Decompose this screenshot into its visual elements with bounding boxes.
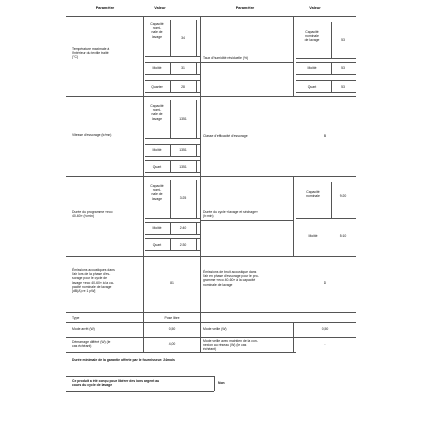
r1-quarter-value: 28 [181, 85, 185, 89]
r3-quarter-value: 2:30 [179, 243, 187, 247]
off-mode-value: 0,50 [168, 327, 176, 331]
header-parameter-right: Paramètre [235, 6, 255, 10]
off-mode-label: Mode arrêt (W) [72, 327, 95, 331]
r2-capacity-value: 1351 [179, 117, 187, 121]
r3-half-value: 2:40 [179, 226, 187, 230]
spin-efficiency-class-value: B [323, 134, 327, 138]
r3-right-capacity-value: 9:20 [339, 194, 347, 198]
r1-right-half-value: 53 [341, 66, 345, 70]
r1-capacity-label: Capacité nomi- nale de lavage [150, 22, 164, 39]
r3-right-capacity-label: Capacité nominale [306, 190, 320, 199]
networked-standby-label: Mode veille avec maintien de la con- nexion au réseau (W) (le cas échéant) [203, 339, 258, 352]
networked-standby-value: - [324, 342, 326, 346]
delay-start-label: Démarrage différé (W) (le cas échéant) [72, 340, 111, 349]
r1-half-label: Moitié [152, 66, 162, 70]
max-temperature-label: Température maximale à l'intérieur du textile traité (°C) [72, 47, 110, 60]
noise-emissions-label: Émissions acoustiques dans l'air lors de la phase d'es- sorage pour le cycle de lavage «eco 40-60» à la ca- pacité nominale de lavage [dB(A) re 1 pW] [72, 268, 115, 294]
r1-right-capacity-value: 53 [341, 38, 345, 42]
standby-mode-label: Mode veille (W) [203, 327, 227, 331]
header-parameter-left: Paramètre [95, 6, 115, 10]
type-value: Pose libre [164, 316, 180, 320]
silver-ions-label: Ce produit a été conçu pour libérer des ions argent au cours du cycle de lavage [72, 379, 160, 388]
residual-humidity-label: Taux d'humidité résiduelle (%) [203, 56, 249, 60]
r1-quarter-label: Quarter [151, 85, 163, 89]
delay-start-value: 4,00 [168, 342, 176, 346]
r3-half-label: Moitié [152, 226, 162, 230]
spin-efficiency-class-label: Classe d'efficacité d'essorage [203, 134, 248, 138]
r1-capacity-value: 34 [181, 36, 185, 40]
type-label: Type [72, 316, 80, 320]
r1-right-capacity-label: Capacité nominale de lavage [304, 30, 320, 43]
header-value-right: Valeur [309, 6, 321, 10]
r1-half-value: 31 [181, 66, 185, 70]
r1-right-half-label: Moitié [307, 66, 317, 70]
silver-ions-value: Non [218, 381, 225, 385]
spin-speed-label: Vitesse d'essorage (tr/mn) [72, 133, 112, 137]
noise-class-label: Émissions de bruit acoustique dans l'air en phase d'essorage pour le pro- gramme «eco 40-60» à la capacité nominale de lavage [203, 270, 259, 287]
noise-emissions-value: 81 [170, 281, 174, 285]
noise-class-value: D [323, 281, 327, 285]
r1-right-quarter-label: Quart [307, 85, 317, 89]
r1-right-quarter-value: 53 [341, 85, 345, 89]
r2-half-value: 1351 [179, 148, 187, 152]
r2-capacity-label: Capacité nomi- nale de lavage [150, 104, 164, 121]
r3-capacity-label: Capacité nomi- nale de lavage [150, 184, 164, 201]
wash-dry-cycle-duration-label: Durée du cycle «lavage et séchage» (h:min) [203, 210, 258, 219]
r3-capacity-value: 3:25 [179, 196, 187, 200]
standby-mode-value: 0,50 [321, 327, 329, 331]
r3-right-half-value: 5:10 [339, 234, 347, 238]
r2-quarter-label: Quart [152, 165, 162, 169]
r3-right-half-label: Moitié [308, 234, 318, 238]
r2-half-label: Moitié [152, 148, 162, 152]
r3-quarter-label: Quart [152, 243, 162, 247]
warranty-text: Durée minimale de la garantie offerte par le fournisseur: 24mois [72, 358, 175, 362]
header-value-left: Valeur [154, 6, 166, 10]
r2-quarter-value: 1351 [179, 165, 187, 169]
eco-program-duration-label: Durée du programme «eco 40-60» (h:min) [72, 210, 113, 219]
